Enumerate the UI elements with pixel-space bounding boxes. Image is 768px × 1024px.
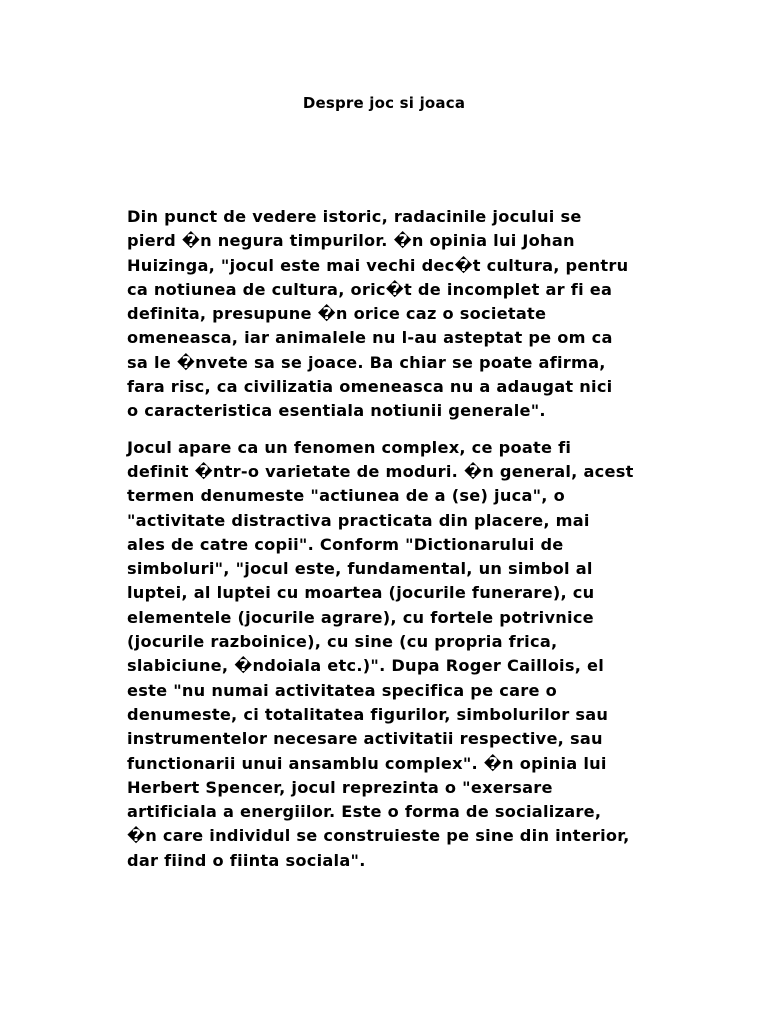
document-title: Despre joc si joaca <box>302 94 466 112</box>
paragraph-history: Din punct de vedere istoric, radacinile jocului se pierd �n negura timpurilor. �n opinia lui Johan Huizinga, "jocul este mai vechi dec�t cultura, pentru ca notiunea de cultura, oric�t de incomplet ar fi ea definita, presupune �n orice caz o societate omeneasca, iar animalele nu l-au asteptat pe om ca sa le �nvete sa se joace. Ba chiar se poate afirma, fara risc, ca civilizatia omeneasca nu a adaugat nici o caracteristica esentiala notiunii generale". <box>127 207 629 421</box>
document-body <box>127 205 647 885</box>
paragraph-definition: Jocul apare ca un fenomen complex, ce poate fi definit �ntr-o varietate de moduri. �n general, acest termen denumeste "actiunea de a (se) juca", o "activitate distractiva practicata din placere, mai ales de catre copii". Conform "Dictionarului de simboluri", "jocul este, fundamental, un simbol al luptei, al luptei cu moartea (jocurile funerare), cu elementele (jocurile agrare), cu fortele potrivnice (jocurile razboinice), cu sine (cu propria frica, slabiciune, �ndoiala etc.)". Dupa Roger Caillois, el este "nu numai activitatea specifica pe care o denumeste, ci totalitatea figurilor, simbolurilor sau instrumentelor necesare activitatii respective, sau functionarii unui ansamblu complex". �n opinia lui Herbert Spencer, jocul reprezinta o "exersare artificiala a energiilor. Este o forma de socializare, �n care individul se construieste pe sine din interior, dar fiind o fiinta sociala". <box>127 437 634 870</box>
